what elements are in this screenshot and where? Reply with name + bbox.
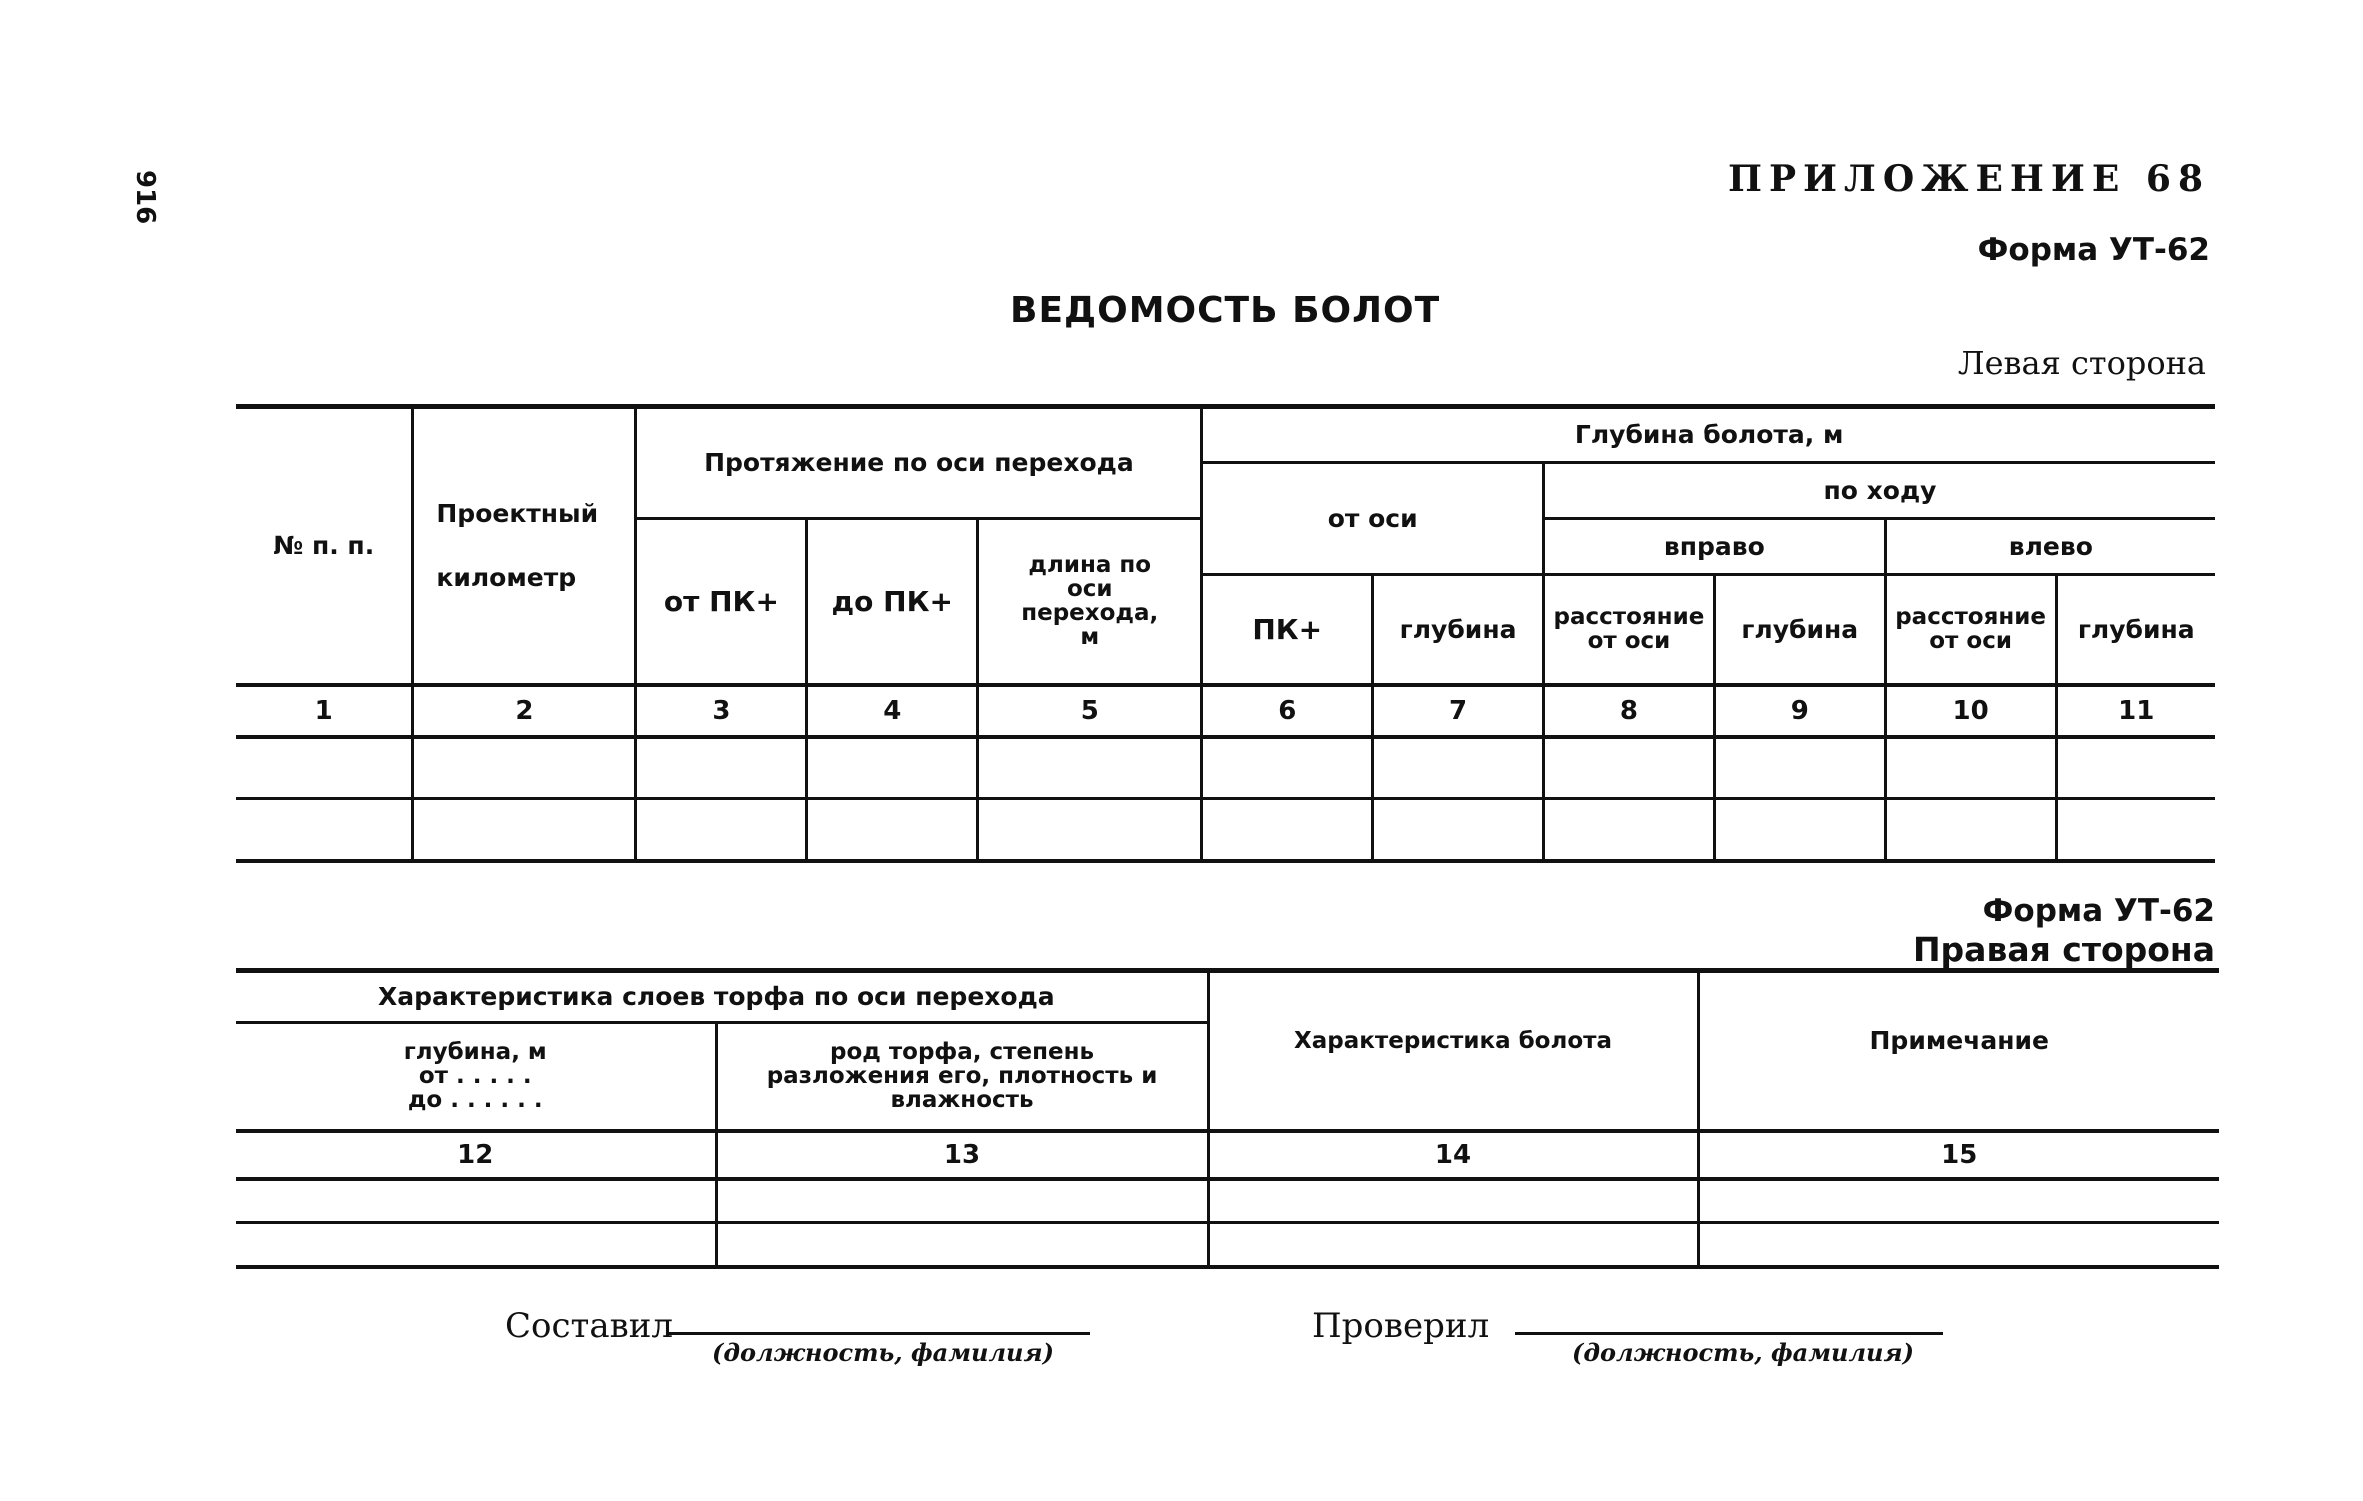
column-number: 11: [2056, 685, 2215, 737]
header-note: Примечание: [1698, 971, 2219, 1131]
appendix-label: ПРИЛОЖЕНИЕ 68: [1727, 158, 2210, 200]
table-row: [236, 799, 2215, 861]
header-peat-depth: [236, 1023, 716, 1131]
column-number: 7: [1373, 685, 1544, 737]
compiled-by-line: [666, 1332, 1090, 1335]
header-design-km: [413, 407, 636, 685]
header-left: влево: [1885, 519, 2215, 575]
header-distance-right: расстояние от оси: [1544, 575, 1715, 685]
form-code-right: Форма УТ-62: [1982, 893, 2215, 929]
checked-by-hint: (должность, фамилия): [1572, 1338, 1914, 1367]
header-peat-depth-line1: глубина, м: [403, 1039, 547, 1066]
header-peat-depth-line3: до . . . . . .: [407, 1087, 543, 1114]
column-number: 15: [1698, 1131, 2219, 1179]
column-number: 5: [978, 685, 1202, 737]
header-depth-axis: глубина: [1373, 575, 1544, 685]
column-number: 4: [807, 685, 978, 737]
header-right: вправо: [1544, 519, 1886, 575]
column-number: 3: [636, 685, 807, 737]
header-from-axis: от оси: [1202, 463, 1544, 575]
table-row: [236, 737, 2215, 799]
header-extent: Протяжение по оси перехода: [636, 407, 1202, 519]
header-peat-type: род торфа, степень разложения его, плотность и влажность: [716, 1023, 1208, 1131]
column-number: 13: [716, 1131, 1208, 1179]
swamp-table-left: [236, 404, 2215, 863]
column-number: 12: [236, 1131, 716, 1179]
checked-by-label: Проверил: [1312, 1306, 1490, 1346]
header-design-km-line1: Проектный: [436, 499, 599, 529]
header-swamp-depth: Глубина болота, м: [1202, 407, 2215, 463]
page-number: 916: [130, 170, 160, 225]
column-number: 8: [1544, 685, 1715, 737]
left-side-label: Левая сторона: [1957, 344, 2206, 382]
column-number: 2: [413, 685, 636, 737]
header-peat-depth-line2: от . . . . .: [418, 1063, 532, 1090]
header-by-course: по ходу: [1544, 463, 2216, 519]
header-row-number: № п. п.: [273, 531, 375, 560]
column-number: 6: [1202, 685, 1373, 737]
table-row: [236, 1223, 2219, 1267]
header-peat-layers: Характеристика слоев торфа по оси перехода: [378, 982, 1055, 1012]
header-depth-left: глубина: [2056, 575, 2215, 685]
column-number: 1: [236, 685, 413, 737]
column-number: 9: [1714, 685, 1885, 737]
header-depth-right: глубина: [1714, 575, 1885, 685]
form-code: Форма УТ-62: [1977, 232, 2210, 268]
compiled-by-hint: (должность, фамилия): [712, 1338, 1054, 1367]
header-design-km-line2: километр: [436, 562, 577, 592]
compiled-by-label: Составил: [505, 1306, 674, 1346]
header-distance-left: расстояние от оси: [1885, 575, 2056, 685]
swamp-table-right: [236, 968, 2219, 1269]
header-swamp-characteristic: Характеристика болота: [1208, 971, 1698, 1131]
checked-by-line: [1515, 1332, 1943, 1335]
right-side-label: Правая сторона: [1912, 930, 2215, 969]
header-pk: ПК+: [1202, 575, 1373, 685]
column-number: 10: [1885, 685, 2056, 737]
table-row: [236, 1179, 2219, 1223]
header-from-pk: от ПК+: [636, 519, 807, 685]
column-number: 14: [1208, 1131, 1698, 1179]
header-to-pk: до ПК+: [807, 519, 978, 685]
header-length: длина по оси перехода, м: [978, 519, 1202, 685]
document-title: ВЕДОМОСТЬ БОЛОТ: [1010, 290, 1441, 331]
